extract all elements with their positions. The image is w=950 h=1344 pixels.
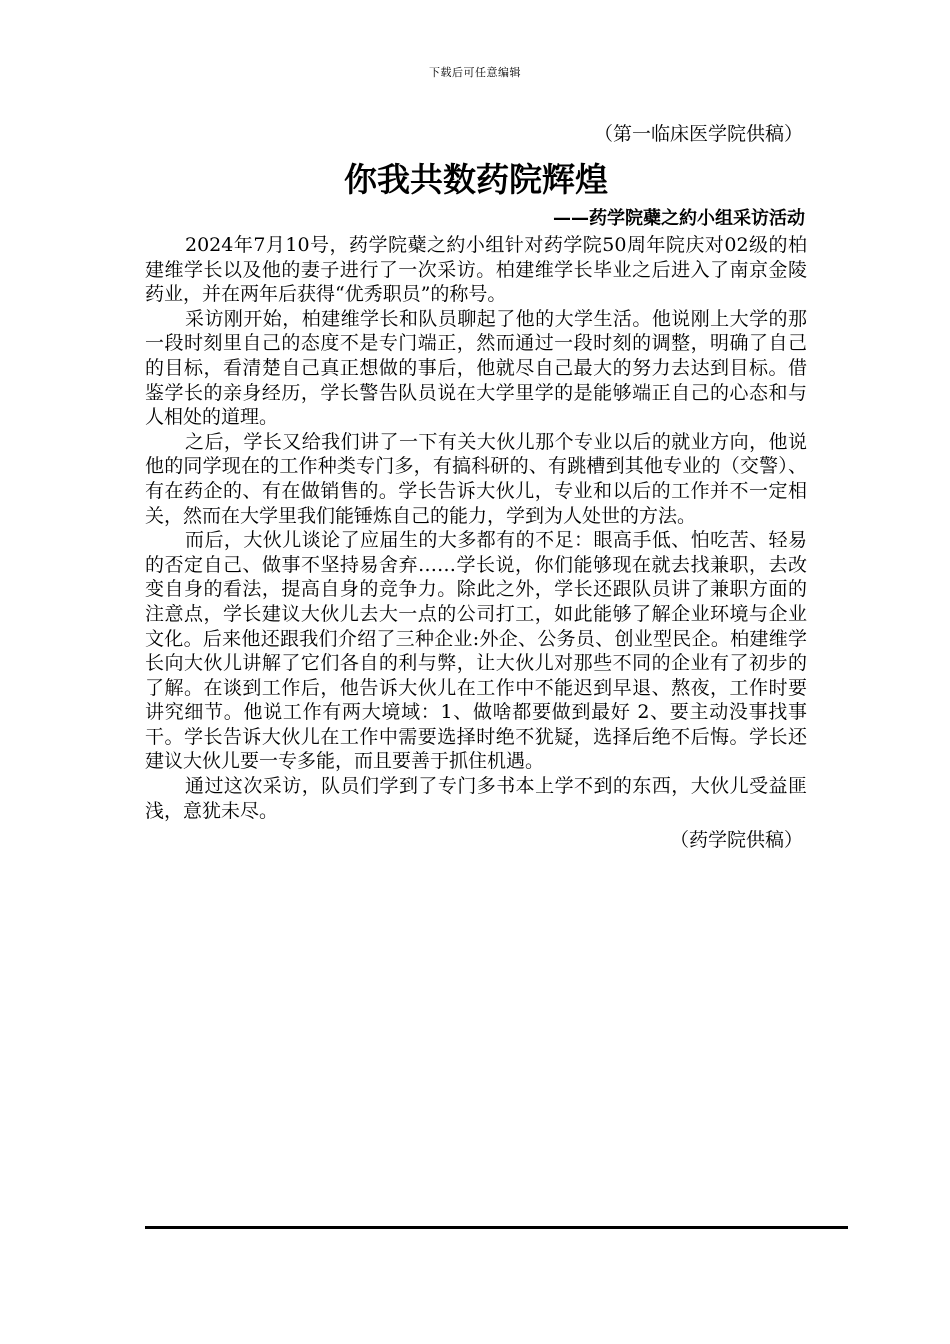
article-subtitle: ——药学院蘗之約小组采访活动	[553, 208, 805, 229]
article-title: 你我共数药院辉煌	[344, 160, 608, 199]
article-credit-bottom: （药学院供稿）	[669, 829, 803, 852]
article-credit-top: （第一临床医学院供稿）	[593, 123, 803, 145]
footer-divider	[145, 1226, 848, 1229]
article-paragraph-3: 之后，学长又给我们讲了一下有关大伙儿那个专业以后的就业方向，他说他的同学现在的工作种类专门多，有搞科研的、有跳槽到其他专业的（交警）、有在药企的、有在做销售的。学长告诉大伙儿，专业和以后的工作并不一定相关，然而在大学里我们能锤炼自己的能力，学到为人处世的方法。	[145, 430, 807, 527]
article-paragraph-1: 2024年7月10号，药学院蘗之約小组针对药学院50周年院庆对02级的柏建维学长以及他的妻子进行了一次采访。柏建维学长毕业之后进入了南京金陵药业，并在两年后获得“优秀职员”的称号。	[145, 234, 807, 306]
article	[145, 118, 807, 857]
page-header-note: 下载后可任意编辑	[429, 66, 521, 79]
article-paragraph-5: 通过这次采访，队员们学到了专门多书本上学不到的东西，大伙儿受益匪浅，意犹未尽。	[145, 775, 807, 822]
article-paragraph-2: 采访刚开始，柏建维学长和队员聊起了他的大学生活。他说刚上大学的那一段时刻里自己的态度不是专门端正，然而通过一段时刻的调整，明确了自己的目标，看清楚自己真正想做的事后，他就尽自己最大的努力去达到目标。借鉴学长的亲身经历，学长警告队员说在大学里学的是能够端正自己的心态和与人相处的道理。	[145, 307, 807, 429]
article-paragraph-4: 而后，大伙儿谈论了应届生的大多都有的不足：眼高手低、怕吃苦、轻易的否定自己、做事不坚持易舍弃……学长说，你们能够现在就去找兼职，去改变自身的看法，提高自身的竞争力。除此之外，学长还跟队员讲了兼职方面的注意点，学长建议大伙儿去大一点的公司打工，如此能够了解企业环境与企业文化。后来他还跟我们介绍了三种企业:外企、公务员、创业型民企。柏建维学长向大伙儿讲解了它们各自的利与弊，让大伙儿对那些不同的企业有了初步的了解。在谈到工作后，他告诉大伙儿在工作中不能迟到早退、熬夜，工作时要讲究细节。他说工作有两大境域：1、做啥都要做到最好 2、要主动没事找事干。学长告诉大伙儿在工作中需要选择时绝不犹疑，选择后绝不后悔。学长还建议大伙儿要一专多能，而且要善于抓住机遇。	[145, 529, 807, 773]
